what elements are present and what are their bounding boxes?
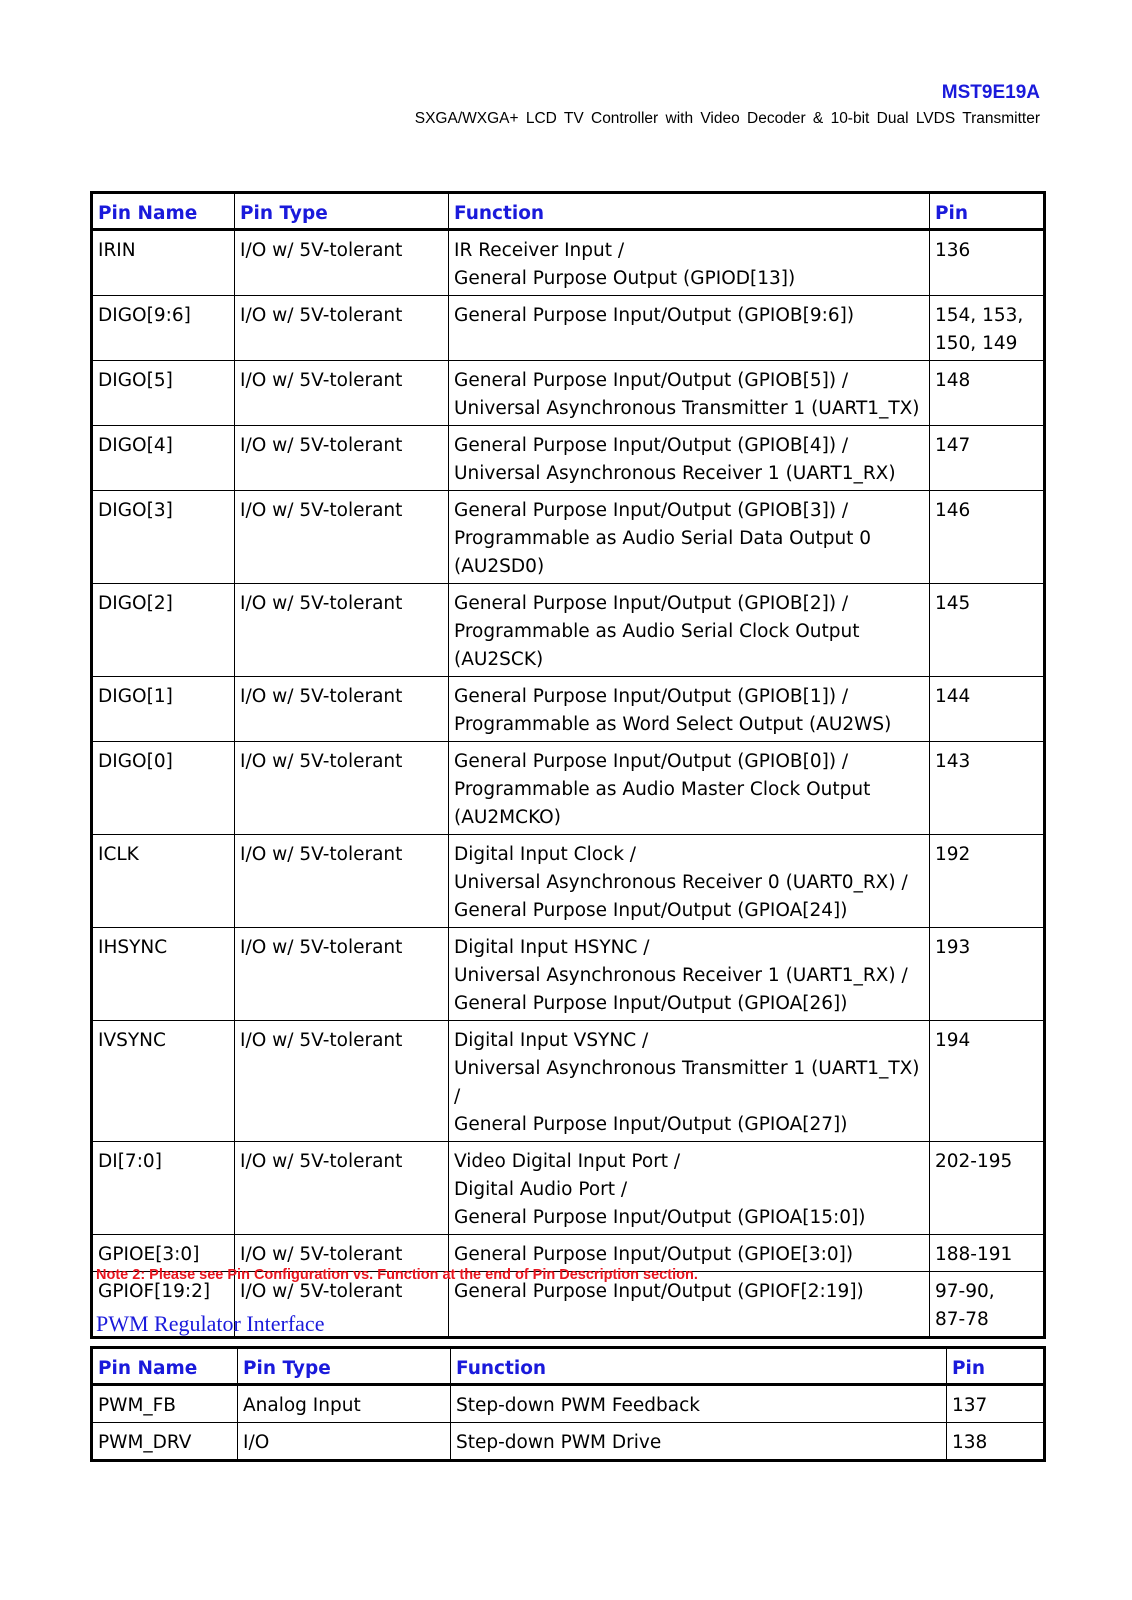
pin-number-cell (930, 1142, 1045, 1235)
function-line: Digital Audio Port / (454, 1179, 628, 1200)
function-cell (449, 296, 930, 361)
table-row (92, 491, 1045, 584)
function-line: General Purpose Input/Output (GPIOB[9:6]) (454, 305, 855, 326)
pin-name-cell: DIGO[9:6] (92, 296, 235, 361)
function-line: General Purpose Input/Output (GPIOF[2:19]) (454, 1281, 864, 1302)
header-pin-name: Pin Name (92, 1348, 238, 1385)
section-heading: PWM Regulator Interface (96, 1311, 325, 1336)
function-line: General Purpose Input/Output (GPIOB[5]) / (454, 370, 849, 391)
pwm-regulator-table (90, 1346, 1046, 1462)
pin-number-cell (930, 296, 1045, 361)
pin-number-cell (930, 1235, 1045, 1272)
function-line: Universal Asynchronous Transmitter 1 (UART1_TX) / (454, 1058, 920, 1107)
pin-type-cell: I/O w/ 5V-tolerant (235, 742, 449, 835)
function-line: Universal Asynchronous Receiver 0 (UART0_RX) / (454, 872, 908, 893)
table-row (92, 835, 1045, 928)
function-line: General Purpose Input/Output (GPIOA[27]) (454, 1114, 848, 1135)
header-function: Function (449, 193, 930, 230)
footnote: Note 2: Please see Pin Configuration vs. Function at the end of Pin Description section. (96, 1267, 698, 1283)
pin-number-line: 188-191 (935, 1244, 1013, 1265)
function-cell (449, 742, 930, 835)
function-line: General Purpose Input/Output (GPIOA[15:0]) (454, 1207, 866, 1228)
pin-number-cell (930, 742, 1045, 835)
function-line: General Purpose Input/Output (GPIOA[26]) (454, 993, 848, 1014)
pin-name-cell: GPIOF[19:2] (92, 1272, 235, 1338)
function-line: Universal Asynchronous Receiver 1 (UART1_RX) / (454, 965, 908, 986)
pin-type-cell: I/O w/ 5V-tolerant (235, 230, 449, 296)
table-row (92, 742, 1045, 835)
pin-name-cell: DIGO[1] (92, 677, 235, 742)
function-line: General Purpose Input/Output (GPIOB[0]) / (454, 751, 849, 772)
pin-number-line: 154, 153, (935, 305, 1024, 326)
table-row (92, 1385, 1045, 1423)
function-line: Digital Input HSYNC / (454, 937, 650, 958)
function-line: Step-down PWM Drive (456, 1432, 662, 1453)
pin-number-line: 136 (935, 240, 971, 261)
function-line: General Purpose Input/Output (GPIOB[1]) / (454, 686, 849, 707)
table-row (92, 1142, 1045, 1235)
pin-number-line: 144 (935, 686, 971, 707)
table-row (92, 584, 1045, 677)
pin-description-table (90, 191, 1046, 1339)
function-line: General Purpose Input/Output (GPIOB[2]) / (454, 593, 849, 614)
pin-number-cell (930, 1021, 1045, 1142)
pin-name-cell: ICLK (92, 835, 235, 928)
function-line: General Purpose Input/Output (GPIOB[4]) / (454, 435, 849, 456)
function-line: Programmable as Audio Serial Clock Output (AU2SCK) (454, 621, 860, 670)
pin-number-line: 202-195 (935, 1151, 1013, 1172)
table-header-row (92, 1348, 1045, 1385)
pin-type-cell: I/O w/ 5V-tolerant (235, 1272, 449, 1338)
pin-number-line: 143 (935, 751, 971, 772)
pin-name-cell: PWM_DRV (92, 1423, 238, 1461)
pin-number-cell (947, 1385, 1045, 1423)
pin-name-cell: DIGO[3] (92, 491, 235, 584)
pin-number-line: 145 (935, 593, 971, 614)
header-pin: Pin (947, 1348, 1045, 1385)
pin-number-line: 137 (952, 1395, 988, 1416)
pin-name-cell: DIGO[2] (92, 584, 235, 677)
table-row (92, 677, 1045, 742)
pin-type-cell: I/O w/ 5V-tolerant (235, 361, 449, 426)
function-line: General Purpose Input/Output (GPIOA[24]) (454, 900, 848, 921)
header-function: Function (451, 1348, 947, 1385)
pin-name-cell: IRIN (92, 230, 235, 296)
pin-name-cell: GPIOE[3:0] (92, 1235, 235, 1272)
pin-number-line: 148 (935, 370, 971, 391)
pin-type-cell: I/O w/ 5V-tolerant (235, 1235, 449, 1272)
pin-number-cell (930, 928, 1045, 1021)
pin-number-line: 150, 149 (935, 333, 1018, 354)
pin-type-cell: I/O w/ 5V-tolerant (235, 1142, 449, 1235)
function-line: Step-down PWM Feedback (456, 1395, 700, 1416)
function-cell (449, 1021, 930, 1142)
pin-name-cell: IVSYNC (92, 1021, 235, 1142)
table-row (92, 1423, 1045, 1461)
pin-number-cell (930, 230, 1045, 296)
pin-number-cell (930, 835, 1045, 928)
pin-type-cell: I/O w/ 5V-tolerant (235, 426, 449, 491)
pin-number-line: 97-90, (935, 1281, 995, 1302)
pin-number-line: 193 (935, 937, 971, 958)
function-cell (449, 928, 930, 1021)
pin-name-cell: DI[7:0] (92, 1142, 235, 1235)
function-cell (449, 361, 930, 426)
function-cell (449, 584, 930, 677)
table-row (92, 928, 1045, 1021)
table-row (92, 426, 1045, 491)
function-cell (449, 491, 930, 584)
pin-number-line: 87-78 (935, 1309, 989, 1330)
function-cell (449, 677, 930, 742)
function-cell (451, 1423, 947, 1461)
table-row (92, 296, 1045, 361)
function-line: IR Receiver Input / (454, 240, 625, 261)
pin-type-cell: I/O w/ 5V-tolerant (235, 491, 449, 584)
header-pin-name: Pin Name (92, 193, 235, 230)
pin-type-cell: I/O w/ 5V-tolerant (235, 677, 449, 742)
table-row (92, 1235, 1045, 1272)
pin-type-cell: I/O w/ 5V-tolerant (235, 584, 449, 677)
pin-type-cell: I/O w/ 5V-tolerant (235, 835, 449, 928)
document-title: MST9E19A (941, 82, 1040, 103)
pin-name-cell: PWM_FB (92, 1385, 238, 1423)
function-line: Programmable as Word Select Output (AU2WS) (454, 714, 892, 735)
pin-number-cell (930, 426, 1045, 491)
header-pin-type: Pin Type (238, 1348, 451, 1385)
pin-name-cell: DIGO[5] (92, 361, 235, 426)
pin-type-cell: I/O w/ 5V-tolerant (235, 296, 449, 361)
document-subtitle: SXGA/WXGA+ LCD TV Controller with Video Decoder & 10-bit Dual LVDS Transmitter (414, 110, 1040, 127)
pin-number-line: 194 (935, 1030, 971, 1051)
pin-number-cell (930, 1272, 1045, 1338)
function-cell (449, 835, 930, 928)
function-cell (449, 230, 930, 296)
pin-type-cell: I/O w/ 5V-tolerant (235, 1021, 449, 1142)
function-line: General Purpose Input/Output (GPIOB[3]) / (454, 500, 849, 521)
function-line: Video Digital Input Port / (454, 1151, 681, 1172)
function-cell (449, 426, 930, 491)
function-cell (451, 1385, 947, 1423)
header-pin: Pin (930, 193, 1045, 230)
pin-number-cell (930, 584, 1045, 677)
function-line: Programmable as Audio Master Clock Output (AU2MCKO) (454, 779, 871, 828)
table-row (92, 230, 1045, 296)
function-line: Programmable as Audio Serial Data Output 0 (AU2SD0) (454, 528, 872, 577)
pin-name-cell: DIGO[0] (92, 742, 235, 835)
pin-number-line: 147 (935, 435, 971, 456)
pin-name-cell: DIGO[4] (92, 426, 235, 491)
table-row (92, 1021, 1045, 1142)
function-cell (449, 1235, 930, 1272)
pin-number-cell (930, 361, 1045, 426)
pin-number-cell (947, 1423, 1045, 1461)
pin-name-cell: IHSYNC (92, 928, 235, 1021)
pin-number-line: 192 (935, 844, 971, 865)
function-line: General Purpose Output (GPIOD[13]) (454, 268, 796, 289)
pin-number-cell (930, 677, 1045, 742)
pin-type-cell: I/O w/ 5V-tolerant (235, 928, 449, 1021)
table-row (92, 361, 1045, 426)
pin-type-cell: Analog Input (238, 1385, 451, 1423)
pin-number-cell (930, 491, 1045, 584)
table-header-row (92, 193, 1045, 230)
function-line: Digital Input VSYNC / (454, 1030, 649, 1051)
function-line: Universal Asynchronous Transmitter 1 (UART1_TX) (454, 398, 920, 419)
function-line: Universal Asynchronous Receiver 1 (UART1_RX) (454, 463, 896, 484)
function-cell (449, 1142, 930, 1235)
function-line: General Purpose Input/Output (GPIOE[3:0]) (454, 1244, 854, 1265)
function-line: Digital Input Clock / (454, 844, 637, 865)
pin-type-cell: I/O (238, 1423, 451, 1461)
header-pin-type: Pin Type (235, 193, 449, 230)
pin-number-line: 146 (935, 500, 971, 521)
pin-number-line: 138 (952, 1432, 988, 1453)
